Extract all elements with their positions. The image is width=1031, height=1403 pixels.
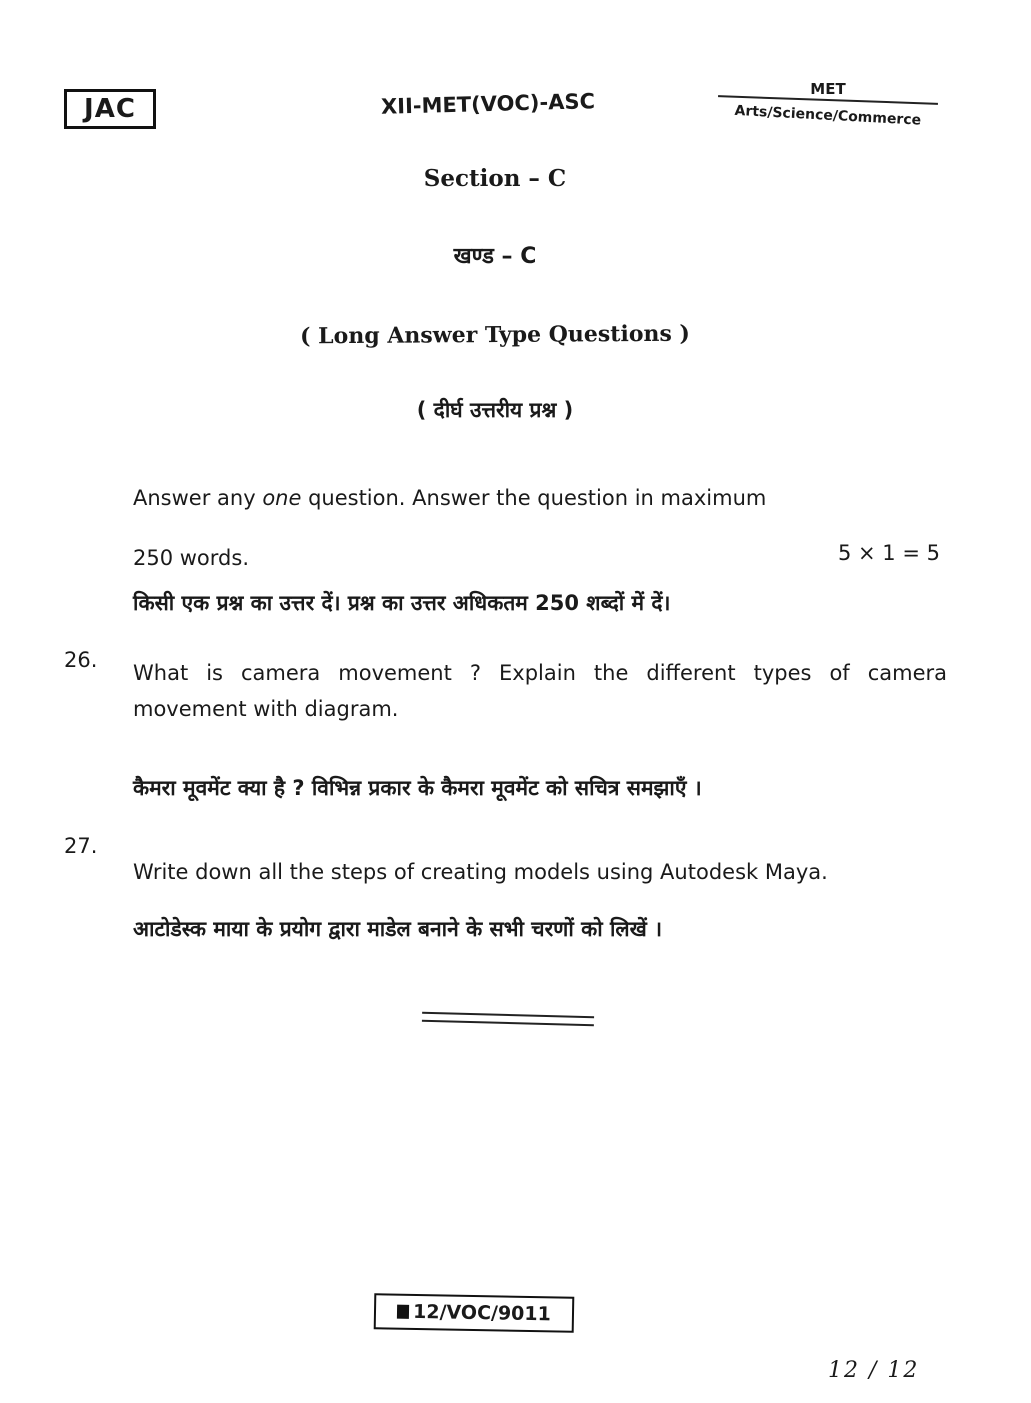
section-title-hindi: खण्ड – C: [453, 244, 537, 269]
stream-title: MET: [810, 80, 846, 98]
instructions-line2: 250 words.: [133, 546, 249, 570]
footer-code-box: [374, 1293, 575, 1332]
instructions-english: [133, 468, 945, 588]
question-text-hindi: कैमरा मूवमेंट क्या है ? विभिन्न प्रकार के कैमरा मूवमेंट को सचित्र समझाएँ ।: [133, 776, 702, 800]
question-text-english: Write down all the steps of creating models using Autodesk Maya.: [133, 860, 828, 884]
square-bullet-icon: [397, 1305, 409, 1319]
page-number: 12 / 12: [828, 1358, 920, 1383]
footer-code: 12/VOC/9011: [412, 1300, 552, 1326]
question-type-title: ( Long Answer Type Questions ): [299, 320, 691, 350]
board-logo-box: [64, 89, 156, 129]
board-label: JAC: [84, 94, 136, 124]
instructions-emphasis: one: [262, 486, 302, 510]
stream-block: [718, 80, 938, 129]
question-text-hindi: आटोडेस्क माया के प्रयोग द्वारा माडेल बनाने के सभी चरणों को लिखें ।: [133, 917, 663, 941]
question-type-title-hindi: ( दीर्घ उत्तरीय प्रश्न ): [416, 398, 574, 422]
end-double-rule: [422, 1012, 594, 1026]
instructions-hindi: किसी एक प्रश्न का उत्तर दें। प्रश्न का उत्तर अधिकतम 250 शब्दों में दें।: [133, 591, 671, 615]
question-number: 27.: [64, 834, 98, 858]
instructions-line1-end: question. Answer the question in maximum: [301, 486, 767, 510]
question-number: 26.: [64, 648, 98, 672]
section-title: Section – C: [423, 165, 567, 192]
stream-subtitle: Arts/Science/Commerce: [734, 102, 922, 129]
marks-distribution: 5 × 1 = 5: [838, 541, 940, 565]
question-text-english: What is camera movement ? Explain the different types of camera movement with diagram.: [133, 661, 947, 721]
paper-code: XII-MET(VOC)-ASC: [380, 89, 596, 119]
instructions-line1-start: Answer any: [133, 486, 263, 510]
